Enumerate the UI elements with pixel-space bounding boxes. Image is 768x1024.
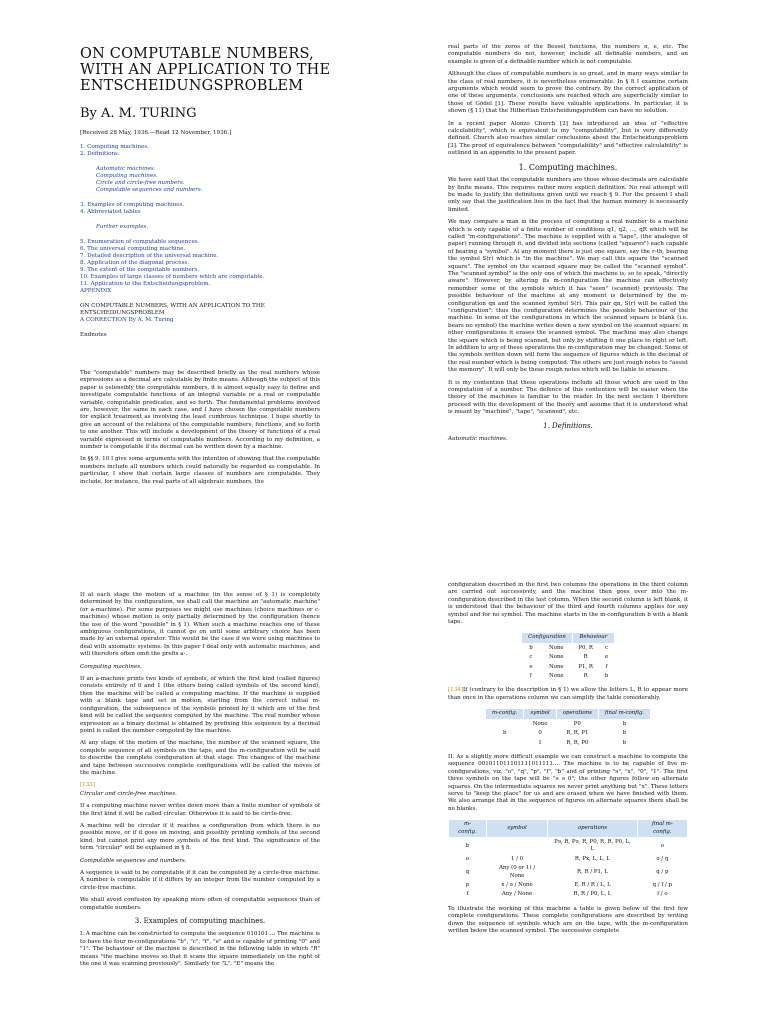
table-header: operations bbox=[548, 820, 637, 838]
toc-link-appendix[interactable]: APPENDIX bbox=[80, 288, 112, 294]
table-row: b Pə, R, Pə, R, P0, R, R, P0, L, L o bbox=[465, 838, 664, 853]
toc-link-8[interactable]: 8. Application of the diagonal process. bbox=[80, 260, 190, 266]
table-header: m-config. bbox=[486, 709, 524, 719]
table-of-contents bbox=[80, 144, 340, 339]
paragraph: The "computable" numbers may be described briefly as the real numbers whose expressions as a decimal are calculable by finite means. Although the subject of this paper is ostensibly the computable numbers, it is almost equally easy to define and investigate computable functions of an integral variable or a real or computable variable, computable predicates, and so forth. The fundamental problems involved are, however, the same in each case, and I have chosen the computable numbers for explicit treatment as involving the least cumbrous technique. I hope shortly to give an account of the relations of the computable numbers, functions, and so forth to one another. This will include a development of the theory of functions of a real variable expressed in terms of computable numbers. According to my definition, a number is computable if its decimal can be written down by a machine. bbox=[80, 370, 320, 451]
author: By A. M. TURING bbox=[80, 106, 197, 121]
title-line-2: WITH AN APPLICATION TO THE bbox=[80, 62, 331, 78]
subheading-circular: Circular and circle-free machines. bbox=[80, 790, 177, 797]
paragraph: configuration described in the first two columns the operations in the third column are carried out successively, and the machine then goes over into the m-configuration described in the last column. When the second column is left blank, it is understood that the behaviour of the third and fourth columns applies for any symbol and for no symbol. The machine starts in the m-configuration b with a blank tape. bbox=[448, 582, 688, 626]
toc-sub-computing[interactable]: Computing machines. bbox=[96, 173, 158, 179]
table-header: Configuration bbox=[522, 633, 573, 643]
table-header: final m-config. bbox=[637, 820, 687, 838]
table-row: e None P1, R f bbox=[529, 663, 608, 670]
paragraph: To illustrate the working of this machine a table is given below of the first few complete configurations. These complete configurations are described by writing down the sequence of symbols which are on the tape, with the m-configuration written below the scanned symbol. The successive complete bbox=[448, 905, 688, 935]
table-row: q Any (0 or 1) / None R, R / P1, L q / p bbox=[465, 865, 669, 879]
toc-sub-further[interactable]: Further examples. bbox=[96, 224, 149, 230]
page-marker[interactable]: [134] bbox=[448, 687, 464, 694]
toc-endnotes-link[interactable]: Endnotes bbox=[80, 332, 107, 338]
section-heading-2: 1. Definitions. bbox=[543, 421, 593, 430]
left-column-bottom bbox=[80, 592, 320, 973]
subheading-automatic: Automatic machines. bbox=[448, 436, 508, 443]
toc-sub-automatic[interactable]: Automatic machines. bbox=[96, 166, 156, 172]
table-header: symbol bbox=[486, 820, 547, 838]
toc-link-3[interactable]: 3. Examples of computing machines. bbox=[80, 202, 185, 208]
table-row: p x / ə / None E, R / R / L, L q / f / p bbox=[465, 882, 673, 888]
toc-link-1[interactable]: 1. Computing machines. bbox=[80, 144, 149, 150]
paragraph: Although the class of computable numbers is so great, and in many ways similar to the class of real numbers, it is nevertheless enumerable. In § 8 I examine certain arguments which would seem to prove the contrary. By the correct application of one of these arguments, conclusions are reached which are superficially similar to those of Gödel [1]. These results have valuable applications. In particular, it is shown (§ 11) that the Hilbertian Entscheidungsproblem can have no solution. bbox=[448, 71, 688, 115]
subheading-computing: Computing machines. bbox=[80, 663, 142, 670]
toc-link-10[interactable]: 10. Examples of large classes of numbers which are computable. bbox=[80, 274, 265, 280]
table-header: Behaviour bbox=[572, 633, 614, 643]
paragraph: If a computing machine never writes down more than a finite number of symbols of the first kind it will be called circular. Otherwise it is said to be circle-free. bbox=[80, 803, 320, 817]
toc-link-4[interactable]: 4. Abbreviated tables bbox=[80, 209, 141, 215]
paper-title bbox=[80, 46, 340, 94]
toc-link-2[interactable]: 2. Definitions. bbox=[80, 151, 120, 157]
paragraph: A sequence is said to be computable if it can be computed by a circle-free machine. A number is computable if it differs by an integer from the number computed by a circle-free machine. bbox=[80, 870, 320, 891]
received-date: [Received 28 May, 1936.—Read 12 November, 1936.] bbox=[80, 130, 232, 136]
paragraph: If an a-machine prints two kinds of symbols, of which the first kind (called figures) consists entirely of 0 and 1 (the others being called symbols of the second kind), then the machine will be called a computing machine. If the machine is supplied with a blank tape and set in motion, starting from the correct initial m-configuration, the subsequence of the symbols printed by it which are of the first kind will be called the sequence computed by the machine. The real number whose expression as a binary decimal is obtained by prefixing this sequence by a decimal point is called the number computed by the machine. bbox=[80, 676, 320, 734]
toc-sub-circle[interactable]: Circle and circle-free numbers. bbox=[96, 180, 185, 186]
toc-link-6[interactable]: 6. The universal computing machine. bbox=[80, 246, 186, 252]
table-row: o 1 / 0 R, Px, L, L, L o / q bbox=[465, 855, 669, 862]
paragraph: real parts of the zeros of the Bessel functions, the numbers π, e, etc. The computable numbers do not, however, include all definable numbers, and an example is given of a definable number which is not computable. bbox=[448, 44, 688, 65]
toc-link-5[interactable]: 5. Enumeration of computable sequences. bbox=[80, 239, 200, 245]
table-row: f Any / None R, R / P0, L, L f / o bbox=[466, 891, 668, 898]
behaviour-table-1 bbox=[521, 632, 615, 681]
paragraph: We shall avoid confusion by speaking more often of computable sequences than of computable numbers. bbox=[80, 897, 320, 911]
table-header: operations bbox=[556, 709, 598, 719]
toc-link-11[interactable]: 11. Application to the Entscheidungsproblem. bbox=[80, 281, 211, 287]
table-row: 1 R, R, P0 b bbox=[538, 739, 627, 746]
section-heading-3: 3. Examples of computing machines. bbox=[134, 917, 266, 926]
right-column-bottom bbox=[448, 582, 688, 940]
paragraph: We have said that the computable numbers are those whose decimals are calculable by finite means. This requires rather more explicit definition. No real attempt will be made to justify the definitions given until we reach § 9. For the present I shall only say that the justification lies in the fact that the human memory is necessarily limited. bbox=[448, 177, 688, 213]
section-heading-1: 1. Computing machines. bbox=[518, 162, 618, 172]
toc-correction-link[interactable]: A CORRECTION By A. M. Turing bbox=[80, 317, 174, 323]
toc-link-9[interactable]: 9. The extent of the computable numbers. bbox=[80, 267, 200, 273]
toc-repeat-title: ON COMPUTABLE NUMBERS, WITH AN APPLICATION TO THE ENTSCHEIDUNGSPROBLEM bbox=[80, 303, 265, 316]
page-marker[interactable]: [133] bbox=[80, 782, 96, 789]
table-header: symbol bbox=[524, 709, 556, 719]
behaviour-table-2 bbox=[485, 708, 651, 748]
title-line-1: ON COMPUTABLE NUMBERS, bbox=[80, 46, 314, 62]
paragraph: In §§ 9, 10 I give some arguments with the intention of showing that the computable numbers include all numbers which could naturally be regarded as computable. In particular, I show that certain large classes of numbers are computable. They include, for instance, the real parts of all algebraic numbers, the bbox=[80, 456, 320, 485]
paragraph: It is my contention that these operations include all those which are used in the computation of a number. The defence of this contention will be easier when the theory of the machines is familiar to the reader. In the next section I therefore proceed with the development of the theory and assume that it is understood what is meant by "machine", "tape", "scanned", etc. bbox=[448, 379, 688, 416]
table-row: b None P0, R c bbox=[529, 644, 609, 651]
paragraph: If (contrary to the description in § 1) we allow the letters L, R to appear more than once in the operations column we can simplify the table considerably. bbox=[448, 687, 688, 701]
subheading-computable: Computable sequences and numbers. bbox=[80, 857, 187, 864]
table-row: b 0 R, R, P1 b bbox=[502, 730, 627, 737]
paragraph: At any stage of the motion of the machine, the number of the scanned square, the complete sequence of all symbols on the tape, and the m-configuration will be said to describe the complete configuration at that stage. The changes of the machine and tape between successive complete configurations will be called the moves of the machine. bbox=[80, 740, 320, 776]
paragraph: We may compare a man in the process of computing a real number to a machine which is only capable of a finite number of conditions q1, q2, ..., qR which will be called "m-configurations". The machine is supplied with a "tape", (the analogue of paper) running through it, and divided into sections (called "squares") each capable of bearing a "symbol". At any moment there is just one square, say the r-th, bearing the symbol S(r) which is "in the machine". We may call this square the "scanned square". The symbol on the scanned square may be called the "scanned symbol". The "scanned symbol" is the only one of which the machine is, so to speak, "directly aware". However, by altering its m-configuration the machine can effectively remember some of the symbols which it has "seen" (scanned) previously. The possible behaviour of the machine at any moment is determined by the m-configuration qn and the scanned symbol S(r). This pair qn, S(r) will be called the "configuration": thus the configuration determines the possible behaviour of the machine. In some of the configurations in which the scanned square is blank (i.e. bears no symbol) the machine writes down a new symbol on the scanned square: in other configurations it erases the scanned symbol. The machine may also change the square which is being scanned, but only by shifting it one place to right or left. In addition to any of these operations the m-configuration may be changed. Some of the symbols written down will form the sequence of figures which is the decimal of the real number which is being computed. The others are just rough notes to "assist the memory". It will only be these rough notes which will be liable to erasure. bbox=[448, 219, 688, 374]
title-line-3: ENTSCHEIDUNGSPROBLEM bbox=[80, 78, 304, 94]
paragraph: A machine will be circular if it reaches a configuration from which there is no possible move, or if it goes on moving, and possibly printing symbols of the second kind, but cannot print any more symbols of the first kind. The significance of the term "circular" will be explained in § 8. bbox=[80, 822, 320, 852]
right-column-top bbox=[448, 44, 688, 449]
toc-link-7[interactable]: 7. Detailed description of the universal machine. bbox=[80, 253, 219, 259]
paragraph: In a recent paper Alonzo Church [2] has introduced an idea of "effective calculability", which is equivalent to my "computability", but is very differently defined. Church also reaches similar conclusions about the Entscheidungsproblem [3]. The proof of equivalence between "computability" and "effective calculability" is outlined in an appendix to the present paper. bbox=[448, 120, 688, 157]
table-row: c None R e bbox=[529, 654, 609, 661]
table-header: m-config. bbox=[449, 820, 487, 838]
paragraph: II. As a slightly more difficult example we can construct a machine to compute the sequence 001011011101111011111.... The machine is to be capable of five m-configurations, viz. "o", "q", "p", "f", "b" and of printing "ə", "x", "0", "1". The first three symbols on the tape will be "ə ə 0"; the other figures follow on alternate squares. On the intermediate squares we never print anything but "x". These letters serve to "keep the place" for us and are erased when we have finished with them. We also arrange that in the sequence of figures on alternate squares there shall be no blanks. bbox=[448, 753, 688, 812]
paragraph: If at each stage the motion of a machine (in the sense of § 1) is completely determined by the configuration, we shall call the machine an "automatic machine" (or a-machine). For some purposes we might use machines (choice machines or c-machines) whose motion is only partially determined by the configuration (hence the use of the word "possible" in § 1). When such a machine reaches one of these ambiguous configurations, it cannot go on until some arbitrary choice has been made by an external operator. This would be the case if we were using machines to deal with axiomatic systems. In this paper I deal only with automatic machines, and will therefore often omit the prefix a-. bbox=[80, 592, 320, 658]
paragraph: I. A machine can be constructed to compute the sequence 010101.... The machine is to have the four m-configurations "b", "c", "f", "e" and is capable of printing "0" and "1". The behaviour of the machine is described in the following table in which "R" means "the machine moves so that it scans the square immediately on the right of the one it was scanning previously". Similarly for "L". "E" means the bbox=[80, 931, 320, 968]
table-row: None P0 b bbox=[532, 720, 627, 727]
table-row: f None R b bbox=[529, 673, 609, 680]
toc-sub-computable[interactable]: Computable sequences and numbers. bbox=[96, 187, 203, 193]
behaviour-table-3 bbox=[448, 819, 688, 900]
left-column-top bbox=[80, 370, 320, 491]
table-header: final m-config. bbox=[598, 709, 650, 719]
